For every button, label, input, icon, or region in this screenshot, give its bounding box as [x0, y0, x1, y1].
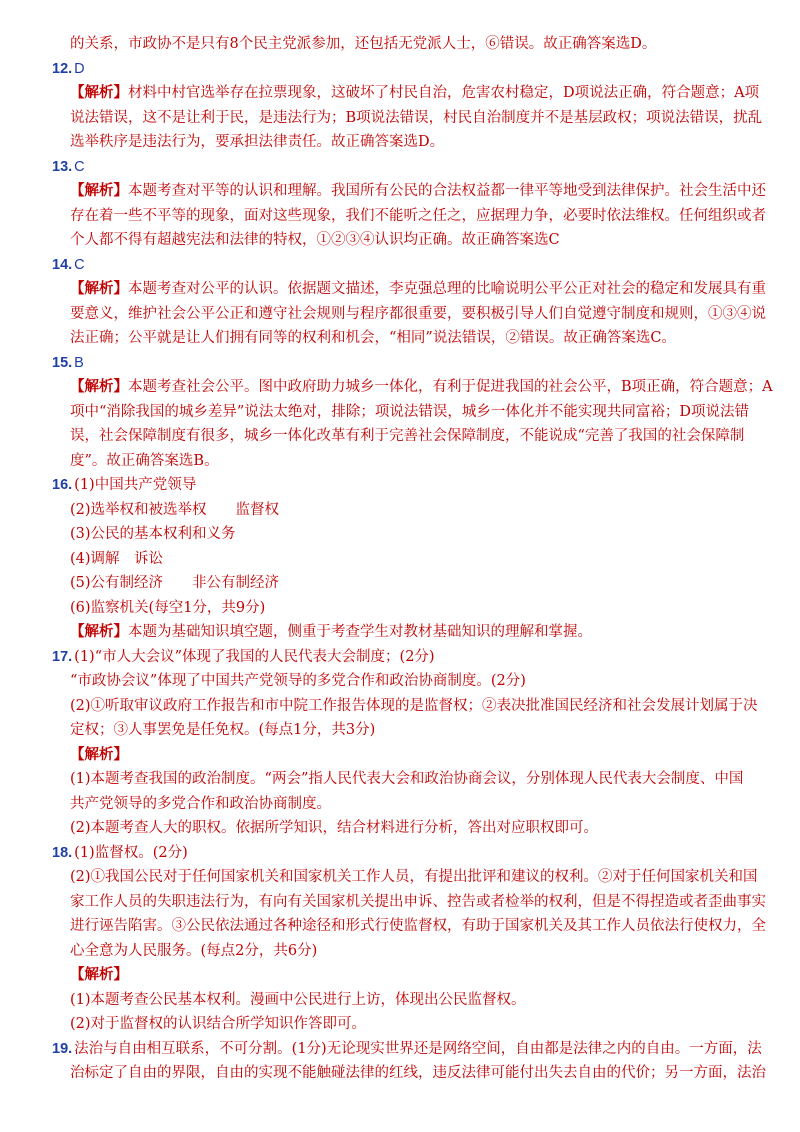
answer-text: C	[74, 256, 85, 273]
question-number: 12.	[52, 60, 73, 77]
text-line: 共产党领导的多党合作和政治协商制度。	[70, 795, 331, 812]
analysis-text: 材料中村官选举存在拉票现象，这破坏了村民自治，危害农村稳定，D项说法正确，符合题意；A项	[128, 85, 760, 101]
analysis-line	[66, 179, 766, 204]
analysis-tag: 【解析】	[70, 623, 128, 640]
text-line: 治标定了自由的界限，自由的实现不能触碰法律的红线，违反法律可能付出失去自由的代价；另一方面，法治	[70, 1065, 766, 1081]
answer-text: B	[74, 354, 84, 371]
text-line: (2)本题考查人大的职权。依据所学知识，结合材料进行分析，答出对应职权即可。	[70, 820, 599, 836]
question-answer-line	[52, 473, 756, 498]
question-answer-line	[52, 645, 756, 670]
text-line: 个人都不得有超越宪法和法律的特权，①②③④认识均正确。故正确答案选C	[70, 232, 560, 248]
analysis-line	[66, 620, 756, 645]
text-line: 的关系，市政协不是只有8个民主党派参加，还包括无党派人士，⑥错误。故正确答案选D。	[70, 36, 657, 52]
answer-text: 法治与自由相互联系，不可分割。(1分)无论现实世界还是网络空间，自由都是法律之内的自由。一方面，法	[74, 1040, 762, 1057]
text-line: (2)①我国公民对于任何国家机关和国家机关工作人员，有提出批评和建议的权利。②对于任何国家机关和国	[70, 869, 758, 885]
text-line: (4)调解 诉讼	[70, 550, 164, 567]
analysis-tag: 【解析】	[70, 182, 128, 199]
analysis-line	[66, 963, 756, 988]
analysis-tag: 【解析】	[70, 745, 128, 763]
text-line: 进行诬告陷害。③公民依法通过各种途径和形式行使监督权，有助于国家机关及其工作人员依法行使权力，全	[70, 918, 766, 934]
question-answer-line	[52, 57, 756, 82]
text-line: 法正确；公平就是让人们拥有同等的权利和机会，“相同”说法错误，②错误。故正确答案选C。	[70, 330, 676, 346]
answer-text: (1)“市人大会议”体现了我国的人民代表大会制度；(2分)	[74, 648, 435, 665]
text-line: 说法错误，这不是让利于民，是违法行为；B项说法错误，村民自治制度并不是基层政权；项说法错误，扰乱	[70, 109, 763, 126]
text-line: 家工作人员的失职违法行为，有向有关国家机关提出申诉、控告或者检举的权利，但是不得捏造或者歪曲事实	[70, 893, 766, 910]
answer-text: C	[74, 158, 85, 175]
analysis-line	[66, 743, 756, 768]
question-number: 13.	[52, 158, 73, 175]
answer-text: (1)监督权。(2分)	[74, 844, 188, 861]
analysis-text: 本题考查对公平的认识。依据题文描述，李克强总理的比喻说明公平公正对社会的稳定和发展具有重	[128, 281, 766, 297]
text-line: 误，社会保障制度有很多，城乡一体化改革有利于完善社会保障制度，不能说成“完善了我国的社会保障制	[70, 428, 745, 444]
question-number: 17.	[52, 648, 73, 665]
question-number: 18.	[52, 844, 73, 861]
analysis-text: 本题为基础知识填空题，侧重于考查学生对教材基础知识的理解和掌握。	[128, 624, 592, 640]
analysis-tag: 【解析】	[70, 966, 128, 983]
analysis-line	[66, 375, 773, 400]
text-line: (1)本题考查公民基本权利。漫画中公民进行上访，体现出公民监督权。	[70, 991, 526, 1008]
text-line: 项中“消除我国的城乡差异”说法太绝对，排除；项说法错误，城乡一体化并不能实现共同富裕；D项说法错	[70, 403, 749, 420]
analysis-text: 本题考查社会公平。图中政府助力城乡一体化，有利于促进我国的社会公平，B项正确，符合题意；A	[128, 379, 773, 395]
question-answer-line	[52, 841, 756, 866]
question-number: 16.	[52, 477, 73, 493]
question-answer-line	[52, 351, 756, 376]
question-number: 14.	[52, 256, 73, 273]
question-answer-line	[52, 155, 756, 180]
text-line: (5)公有制经济 非公有制经济	[70, 575, 280, 591]
question-number: 19.	[52, 1040, 73, 1057]
text-line: 定权；③人事罢免是任免权。(每点1分，共3分)	[70, 722, 376, 738]
text-line: (2)①听取审议政府工作报告和市中院工作报告体现的是监督权；②表决批准国民经济和社会发展计划属于决	[70, 697, 758, 714]
text-line: 度”。故正确答案选B。	[70, 452, 219, 469]
text-line: (1)本题考查我国的政治制度。“两会”指人民代表大会和政治协商会议，分别体现人民代表大会制度、中国	[70, 771, 744, 787]
question-answer-line	[52, 1037, 762, 1062]
text-line: 要意义，维护社会公平公正和遵守社会规则与程序都很重要，要积极引导人们自觉遵守制度和规则，①③④说	[70, 305, 766, 322]
text-line: “市政协会议”体现了中国共产党领导的多党合作和政治协商制度。(2分)	[70, 673, 526, 689]
analysis-tag: 【解析】	[70, 280, 128, 297]
text-line: (6)监察机关(每空1分，共9分)	[70, 599, 266, 616]
text-line: 存在着一些不平等的现象，面对这些现象，我们不能听之任之，应据理力争，必要时依法维权。任何组织或者	[70, 207, 766, 224]
text-line: 心全意为人民服务。(每点2分，共6分)	[70, 942, 318, 959]
answer-text: (1)中国共产党领导	[74, 477, 197, 493]
analysis-line	[66, 81, 760, 106]
analysis-tag: 【解析】	[70, 378, 128, 395]
text-line: 选举秩序是违法行为，要承担法律责任。故正确答案选D。	[70, 134, 445, 150]
question-answer-line	[52, 253, 756, 278]
analysis-text: 本题考查对平等的认识和理解。我国所有公民的合法权益都一律平等地受到法律保护。社会生活中还	[128, 183, 766, 199]
analysis-line	[66, 277, 766, 302]
text-line: (3)公民的基本权利和义务	[70, 526, 236, 542]
analysis-tag: 【解析】	[70, 84, 128, 101]
answer-text: D	[74, 60, 85, 77]
question-number: 15.	[52, 354, 73, 371]
text-line: (2)对于监督权的认识结合所学知识作答即可。	[70, 1016, 367, 1032]
text-line: (2)选举权和被选举权 监督权	[70, 501, 280, 518]
